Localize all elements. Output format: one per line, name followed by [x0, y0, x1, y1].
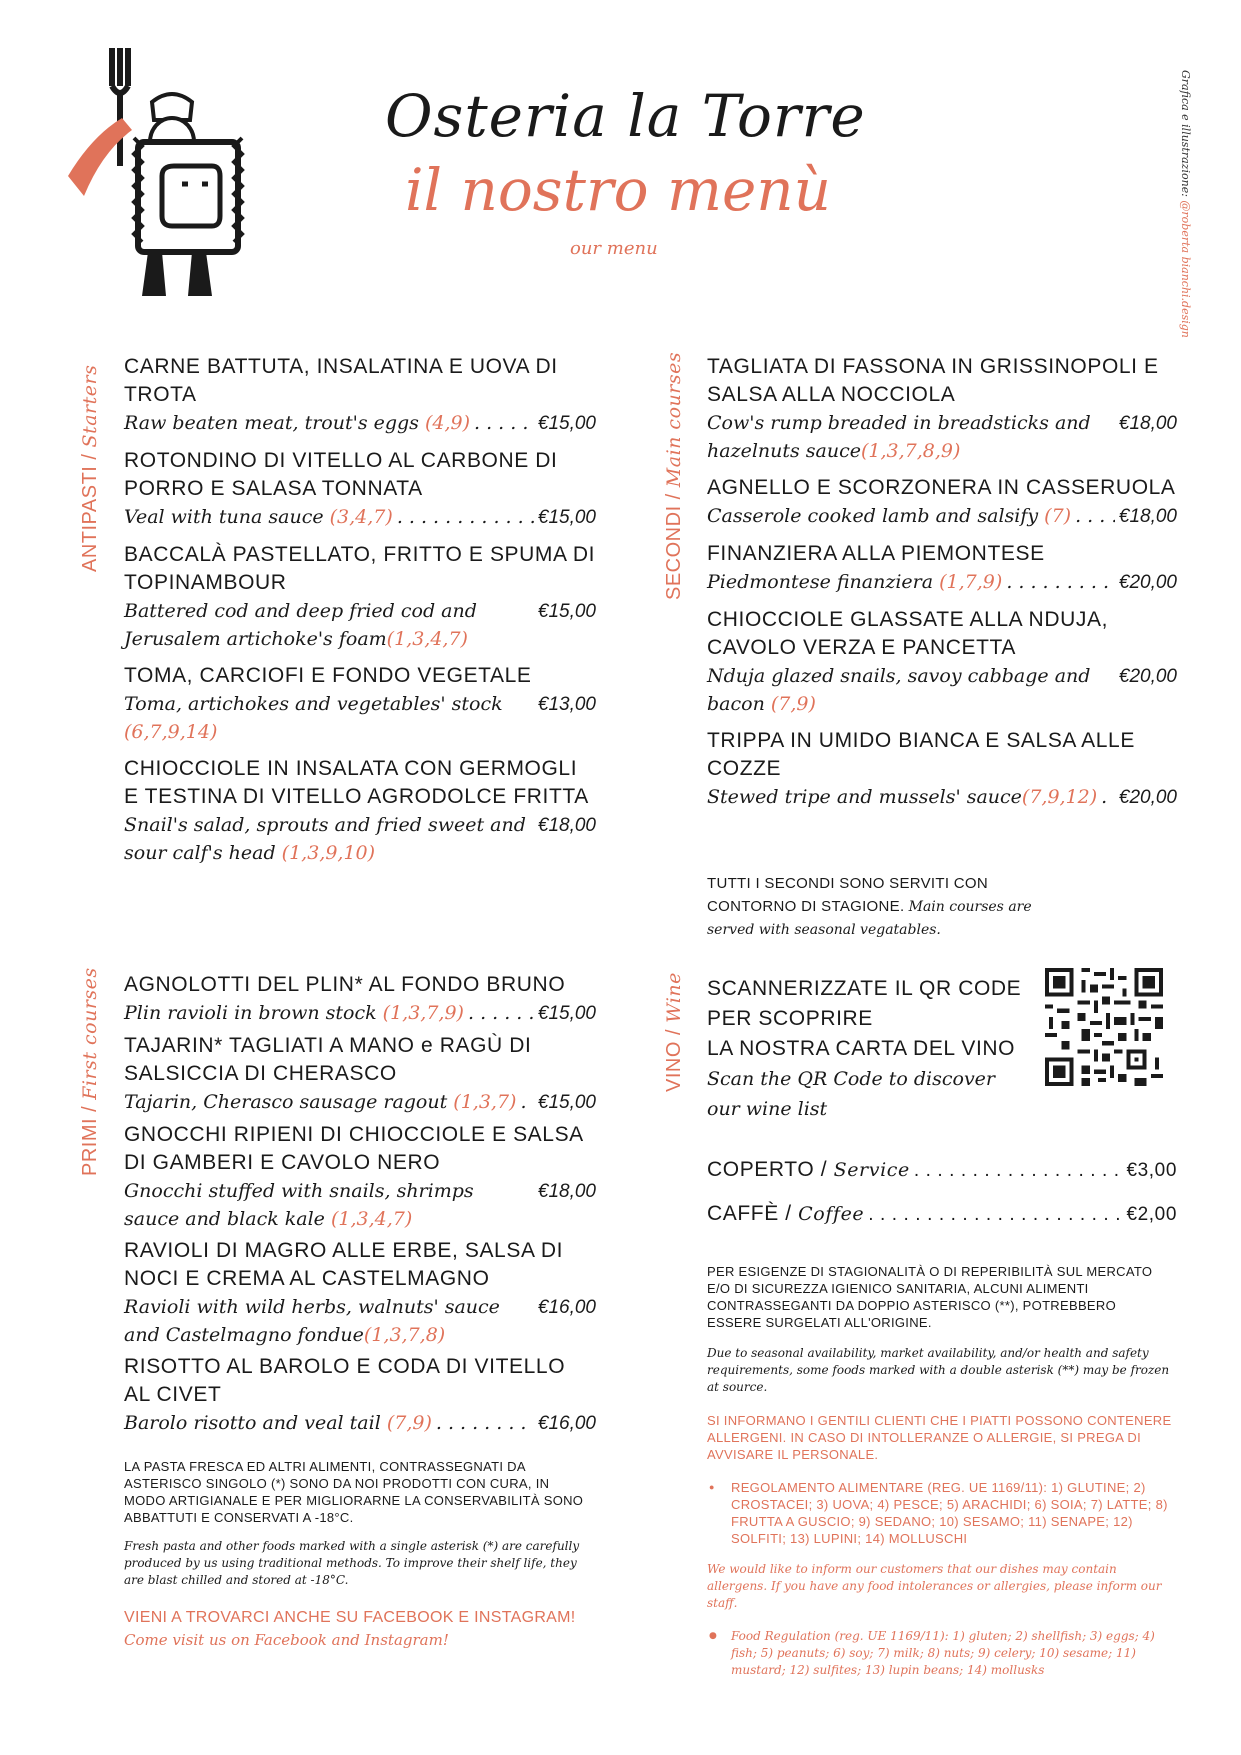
- frozen-notice-it: PER ESIGENZE DI STAGIONALITÀ O DI REPERIBILITÀ SUL MERCATO E/O DI SICUREZZA IGIENICO SANITARIA, ALCUNI ALIMENTI CONTRASSEGANTI DA DOPPIO ASTERISCO (**), POTREBBERO ESSERE SURGELATI ALL'ORIGINE.: [707, 1264, 1153, 1330]
- fresh-pasta-note-it: LA PASTA FRESCA ED ALTRI ALIMENTI, CONTRASSEGNATI DA ASTERISCO SINGOLO (*) SONO DA NOI PRODOTTI CON CURA, IN MODO ARTIGIANALE E PER MIGLIORARNE LA CONSERVABILITÀ SONO ABBATTUTI E CONSERVATI A -18°C.: [124, 1459, 584, 1525]
- dish-name-en: Stewed tripe and mussels' sauce: [707, 786, 1022, 808]
- notices: [707, 1263, 1173, 1679]
- fresh-pasta-note-en: Fresh pasta and other foods marked with a single asterisk (*) are carefully produced by us using traditional methods. To improve their shelf life, they are blast chilled and stored at -18°C.: [124, 1539, 580, 1587]
- allergen-list-en: ● Food Regulation (reg. UE 1169/11): 1) gluten; 2) shellfish; 3) eggs; 4) fish; 5) peanuts; 6) soy; 7) milk; 8) nuts; 9) celery; 10) sesame; 11) mustard; 12) sulfites; 13) lupin beans; 14) mollusks: [707, 1628, 1173, 1679]
- menu-item: [124, 1121, 596, 1233]
- dish-name-it: CARNE BATTUTA, INSALATINA E UOVA DI TROTA: [124, 355, 558, 406]
- dish-name-it: TAGLIATA DI FASSONA IN GRISSINOPOLI E SALSA ALLA NOCCIOLA: [707, 355, 1159, 406]
- antipasti-list: [124, 353, 596, 876]
- dish-price: €18,00: [1118, 506, 1177, 527]
- dish-price: €15,00: [537, 1003, 596, 1024]
- tower-chef-logo-icon: [62, 46, 262, 304]
- social-en: Come visit us on Facebook and Instagram!: [124, 1631, 449, 1649]
- service-label-en: Coffee: [798, 1203, 865, 1225]
- wine-line-1: SCANNERIZZATE IL QR CODE PER SCOPRIRE: [707, 977, 1022, 1030]
- allergen-codes: (7,9): [386, 1412, 432, 1434]
- dish-name-it: BACCALÀ PASTELLATO, FRITTO E SPUMA DI TOPINAMBOUR: [124, 543, 596, 594]
- menu-item: [124, 662, 596, 746]
- allergen-codes: (1,3,7,8,9): [861, 440, 961, 462]
- menu-item: [124, 447, 596, 532]
- allergen-codes: (1,3,4,7): [386, 628, 468, 650]
- dish-price: €18,00: [537, 1181, 596, 1202]
- dish-name-en: Piedmontese finanziera: [707, 571, 940, 593]
- service-price: €2,00: [1126, 1204, 1177, 1225]
- allergen-codes: (1,3,4,7): [330, 1208, 413, 1230]
- dish-price: €16,00: [537, 1297, 596, 1318]
- dish-name-en: Tajarin, Cherasco sausage ragout: [124, 1091, 454, 1113]
- allergen-codes: (1,3,7,9): [382, 1002, 464, 1024]
- allergen-list-it: ● REGOLAMENTO ALIMENTARE (REG. UE 1169/11): 1) GLUTINE; 2) CROSTACEI; 3) UOVA; 4) PESCE; 5) ARACHIDI; 6) SOIA; 7) LATTE; 8) FRUTTA A GUSCIO; 9) SEDANO; 10) SESAMO; 11) SENAPE; 12) SOLFITI; 13) LUPINI; 14) MOLLUSCHI: [707, 1479, 1173, 1547]
- menu-item: [124, 1237, 596, 1349]
- allergen-codes: (1,3,7): [453, 1091, 517, 1113]
- design-credit: Grafica e illustrazione: @roberta bianchi.design: [1179, 70, 1192, 338]
- credit-handle: @roberta bianchi.design: [1179, 200, 1192, 338]
- menu-item: [124, 353, 596, 438]
- dish-name-it: AGNOLOTTI DEL PLIN* AL FONDO BRUNO: [124, 973, 566, 996]
- service-price: €3,00: [1126, 1160, 1177, 1181]
- menu-subtitle-en: our menu: [570, 238, 658, 259]
- dish-name-en: Toma, artichokes and vegetables' stock: [124, 693, 503, 715]
- wine-line-en: Scan the QR Code to discover our wine list: [707, 1068, 996, 1120]
- section-label-primi: PRIMI / First courses: [79, 967, 101, 1176]
- dish-price: €15,00: [537, 1092, 596, 1113]
- dish-name-it: FINANZIERA ALLA PIEMONTESE: [707, 542, 1045, 565]
- allergen-codes: (7,9): [770, 693, 816, 715]
- dish-name-it: CHIOCCIOLE GLASSATE ALLA NDUJA, CAVOLO VERZA E PANCETTA: [707, 608, 1108, 659]
- wine-block: [707, 974, 1027, 1124]
- wine-line-2: LA NOSTRA CARTA DEL VINO: [707, 1037, 1016, 1060]
- menu-item: [707, 353, 1177, 465]
- dish-price: €16,00: [537, 1413, 596, 1434]
- dish-name-en: Nduja glazed snails, savoy cabbage and bacon: [707, 665, 1091, 715]
- section-label-vino: VINO / Wine: [663, 972, 685, 1092]
- allergen-codes: (3,4,7): [329, 506, 393, 528]
- menu-title: il nostro menù: [405, 156, 831, 224]
- dish-price: €18,00: [1118, 413, 1177, 434]
- dish-name-en: Barolo risotto and veal tail: [124, 1412, 387, 1434]
- service-label-it: CAFFÈ /: [707, 1202, 799, 1225]
- dish-name-en: Raw beaten meat, trout's eggs: [124, 412, 425, 434]
- dish-price: €20,00: [1118, 666, 1177, 687]
- service-label-en: Service: [833, 1159, 910, 1181]
- secondi-note: TUTTI I SECONDI SONO SERVITI CON CONTORNO DI STAGIONE. Main courses are served with seasonal vegatables.: [707, 875, 1032, 938]
- dish-price: €13,00: [537, 694, 596, 715]
- dish-name-it: TAJARIN* TAGLIATI A MANO e RAGÙ DI SALSICCIA DI CHERASCO: [124, 1034, 532, 1085]
- dish-price: €15,00: [537, 601, 596, 622]
- allergen-notice-en: We would like to inform our customers that our dishes may contain allergens. If you have any food intolerances or allergies, please inform our staff.: [707, 1562, 1162, 1610]
- frozen-notice-en: Due to seasonal availability, market availability, and/or health and safety requirements, some foods marked with a double asterisk (**) may be frozen at source.: [707, 1346, 1170, 1394]
- section-label-secondi: SECONDI / Main courses: [663, 351, 685, 600]
- allergen-codes: (1,3,7,8): [363, 1324, 446, 1346]
- dish-price: €20,00: [1118, 787, 1177, 808]
- menu-item: [707, 474, 1177, 531]
- dish-name-it: TRIPPA IN UMIDO BIANCA E SALSA ALLE COZZE: [707, 729, 1135, 780]
- service-label-it: COPERTO /: [707, 1158, 834, 1181]
- allergen-notice-it: SI INFORMANO I GENTILI CLIENTI CHE I PIATTI POSSONO CONTENERE ALLERGENI. IN CASO DI INTOLLERANZE O ALLERGIE, SI PREGA DI AVVISARE IL PERSONALE.: [707, 1413, 1172, 1462]
- dish-price: €15,00: [537, 507, 596, 528]
- menu-item: [124, 1032, 596, 1117]
- social-it: VIENI A TROVARCI ANCHE SU FACEBOOK E INSTAGRAM!: [124, 1609, 576, 1626]
- service-item: [707, 1202, 1177, 1226]
- secondi-list: [707, 353, 1177, 821]
- menu-item: [707, 540, 1177, 597]
- dish-name-it: ROTONDINO DI VITELLO AL CARBONE DI PORRO E SALASA TONNATA: [124, 449, 558, 500]
- dish-name-en: Casserole cooked lamb and salsify: [707, 505, 1045, 527]
- dish-name-it: CHIOCCIOLE IN INSALATA CON GERMOGLI E TESTINA DI VITELLO AGRODOLCE FRITTA: [124, 757, 589, 808]
- section-label-antipasti: ANTIPASTI / Starters: [79, 364, 101, 572]
- dish-name-it: TOMA, CARCIOFI E FONDO VEGETALE: [124, 664, 532, 687]
- dish-name-en: Plin ravioli in brown stock: [124, 1002, 383, 1024]
- dish-price: €20,00: [1118, 572, 1177, 593]
- menu-item: [707, 606, 1177, 718]
- dish-price: €15,00: [537, 413, 596, 434]
- services-list: [707, 1158, 1177, 1226]
- dish-name-it: RAVIOLI DI MAGRO ALLE ERBE, SALSA DI NOCI E CREMA AL CASTELMAGNO: [124, 1239, 564, 1290]
- menu-item: [124, 541, 596, 653]
- dish-name-en: Snail's salad, sprouts and fried sweet and sour calf's head: [124, 814, 526, 864]
- menu-item: [124, 971, 596, 1028]
- dish-name-it: AGNELLO E SCORZONERA IN CASSERUOLA: [707, 476, 1176, 499]
- allergen-codes: (7): [1044, 505, 1072, 527]
- dish-name-en: Gnocchi stuffed with snails, shrimps sauce and black kale: [124, 1180, 474, 1230]
- dish-name-en: Cow's rump breaded in breadsticks and hazelnuts sauce: [707, 412, 1091, 462]
- qr-code-icon[interactable]: [1045, 968, 1163, 1086]
- dish-name-en: Ravioli with wild herbs, walnuts' sauce and Castelmagno fondue: [124, 1296, 500, 1346]
- menu-item: [707, 727, 1177, 812]
- dish-name-en: Battered cod and deep fried cod and Jerusalem artichoke's foam: [124, 600, 477, 650]
- allergen-codes: (4,9): [424, 412, 471, 434]
- primi-list: [124, 971, 596, 1442]
- dish-name-en: Veal with tuna sauce: [124, 506, 330, 528]
- restaurant-name: Osteria la Torre: [385, 82, 866, 150]
- menu-item: [124, 755, 596, 867]
- allergen-codes: (6,7,9,14): [124, 721, 218, 743]
- allergen-codes: (1,3,9,10): [281, 842, 376, 864]
- dish-name-it: RISOTTO AL BAROLO E CODA DI VITELLO AL CIVET: [124, 1355, 566, 1406]
- fresh-pasta-note: [124, 1458, 594, 1651]
- service-item: [707, 1158, 1177, 1182]
- menu-item: [124, 1353, 596, 1438]
- allergen-codes: (7,9,12): [1021, 786, 1098, 808]
- allergen-codes: (1,7,9): [939, 571, 1003, 593]
- dish-name-it: GNOCCHI RIPIENI DI CHIOCCIOLE E SALSA DI GAMBERI E CAVOLO NERO: [124, 1123, 583, 1174]
- dish-price: €18,00: [537, 815, 596, 836]
